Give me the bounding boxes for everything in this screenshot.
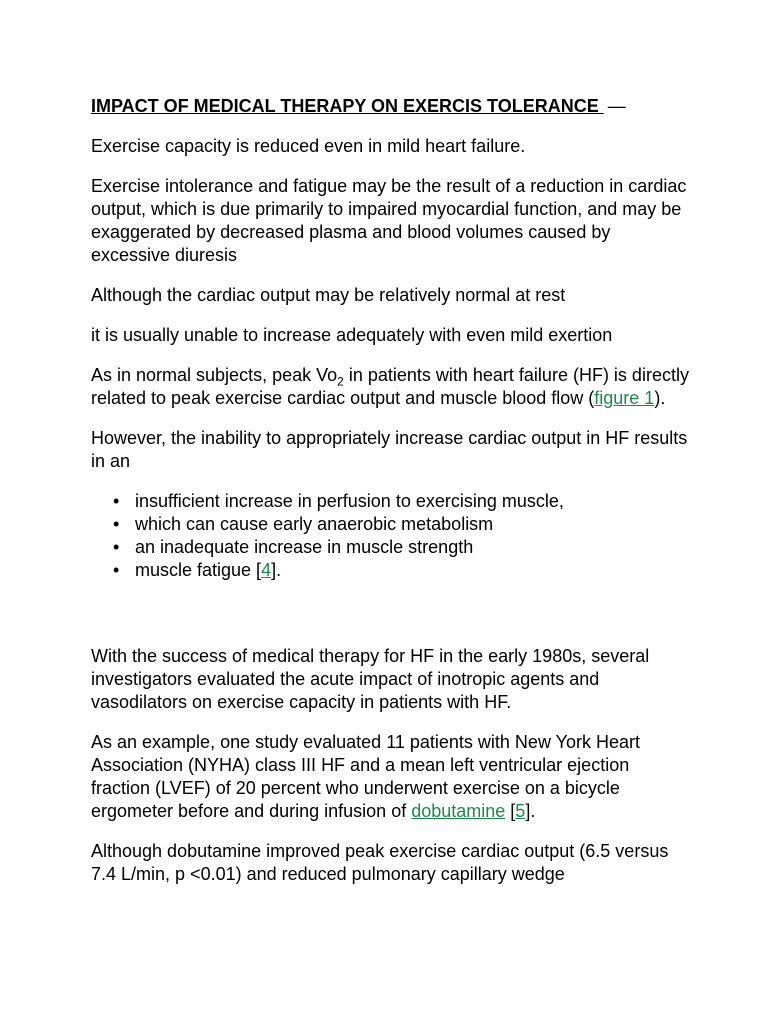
reference-4-link[interactable]: 4 xyxy=(261,560,272,580)
paragraph-3: Although the cardiac output may be relatively normal at rest xyxy=(91,285,566,305)
paragraph-7: With the success of medical therapy for HF in the early 1980s, several investigators evaluated the acute impact of inotropic agents and vasodilators on exercise capacity in patients with HF. xyxy=(91,646,650,712)
bullet-icon: • xyxy=(113,514,120,534)
reference-5-link[interactable]: 5 xyxy=(515,801,526,821)
paragraph-4: it is usually unable to increase adequately with even mild exertion xyxy=(91,325,613,345)
list-item: • an inadequate increase in muscle strength xyxy=(113,537,474,557)
subscript: 2 xyxy=(337,374,344,389)
paragraph-9: Although dobutamine improved peak exercise cardiac output (6.5 versus 7.4 L/min, p <0.01) and reduced pulmonary capillary wedge xyxy=(91,841,669,884)
bullet-icon: • xyxy=(113,537,120,557)
bullet-list xyxy=(91,490,691,582)
paragraph-8: As an example, one study evaluated 11 patients with New York Heart Association (NYHA) class III HF and a mean left ventricular ejection fraction (LVEF) of 20 percent who underwent exercise on a bicycle ergometer before and during infusion of dobutamine [5]. xyxy=(91,732,640,821)
list-item: • muscle fatigue [4]. xyxy=(113,560,282,580)
dobutamine-link[interactable]: dobutamine xyxy=(411,801,506,821)
bullet-icon: • xyxy=(113,491,120,511)
paragraph-1: Exercise capacity is reduced even in mild heart failure. xyxy=(91,136,526,156)
figure-1-link[interactable]: figure 1 xyxy=(594,388,655,408)
paragraph-2: Exercise intolerance and fatigue may be the result of a reduction in cardiac output, which is due primarily to impaired myocardial function, and may be exaggerated by decreased plasma and blood volumes caused by excessive diuresis xyxy=(91,176,687,265)
list-item: • which can cause early anaerobic metabolism xyxy=(113,514,494,534)
blank-spacer xyxy=(91,599,691,645)
list-item: • insufficient increase in perfusion to exercising muscle, xyxy=(113,491,564,511)
paragraph-6: However, the inability to appropriately increase cardiac output in HF results in an xyxy=(91,428,688,471)
document-title xyxy=(91,95,691,118)
title-dash: — xyxy=(607,96,626,116)
document-body xyxy=(91,95,691,903)
title-text: IMPACT OF MEDICAL THERAPY ON EXERCIS TOLERANCE xyxy=(91,96,604,116)
paragraph-5: As in normal subjects, peak $Vo_2$ in patients with heart failure (HF) is directly related to peak exercise cardiac output and muscle blood flow (figure 1). xyxy=(91,365,689,408)
bullet-icon: • xyxy=(113,560,120,580)
